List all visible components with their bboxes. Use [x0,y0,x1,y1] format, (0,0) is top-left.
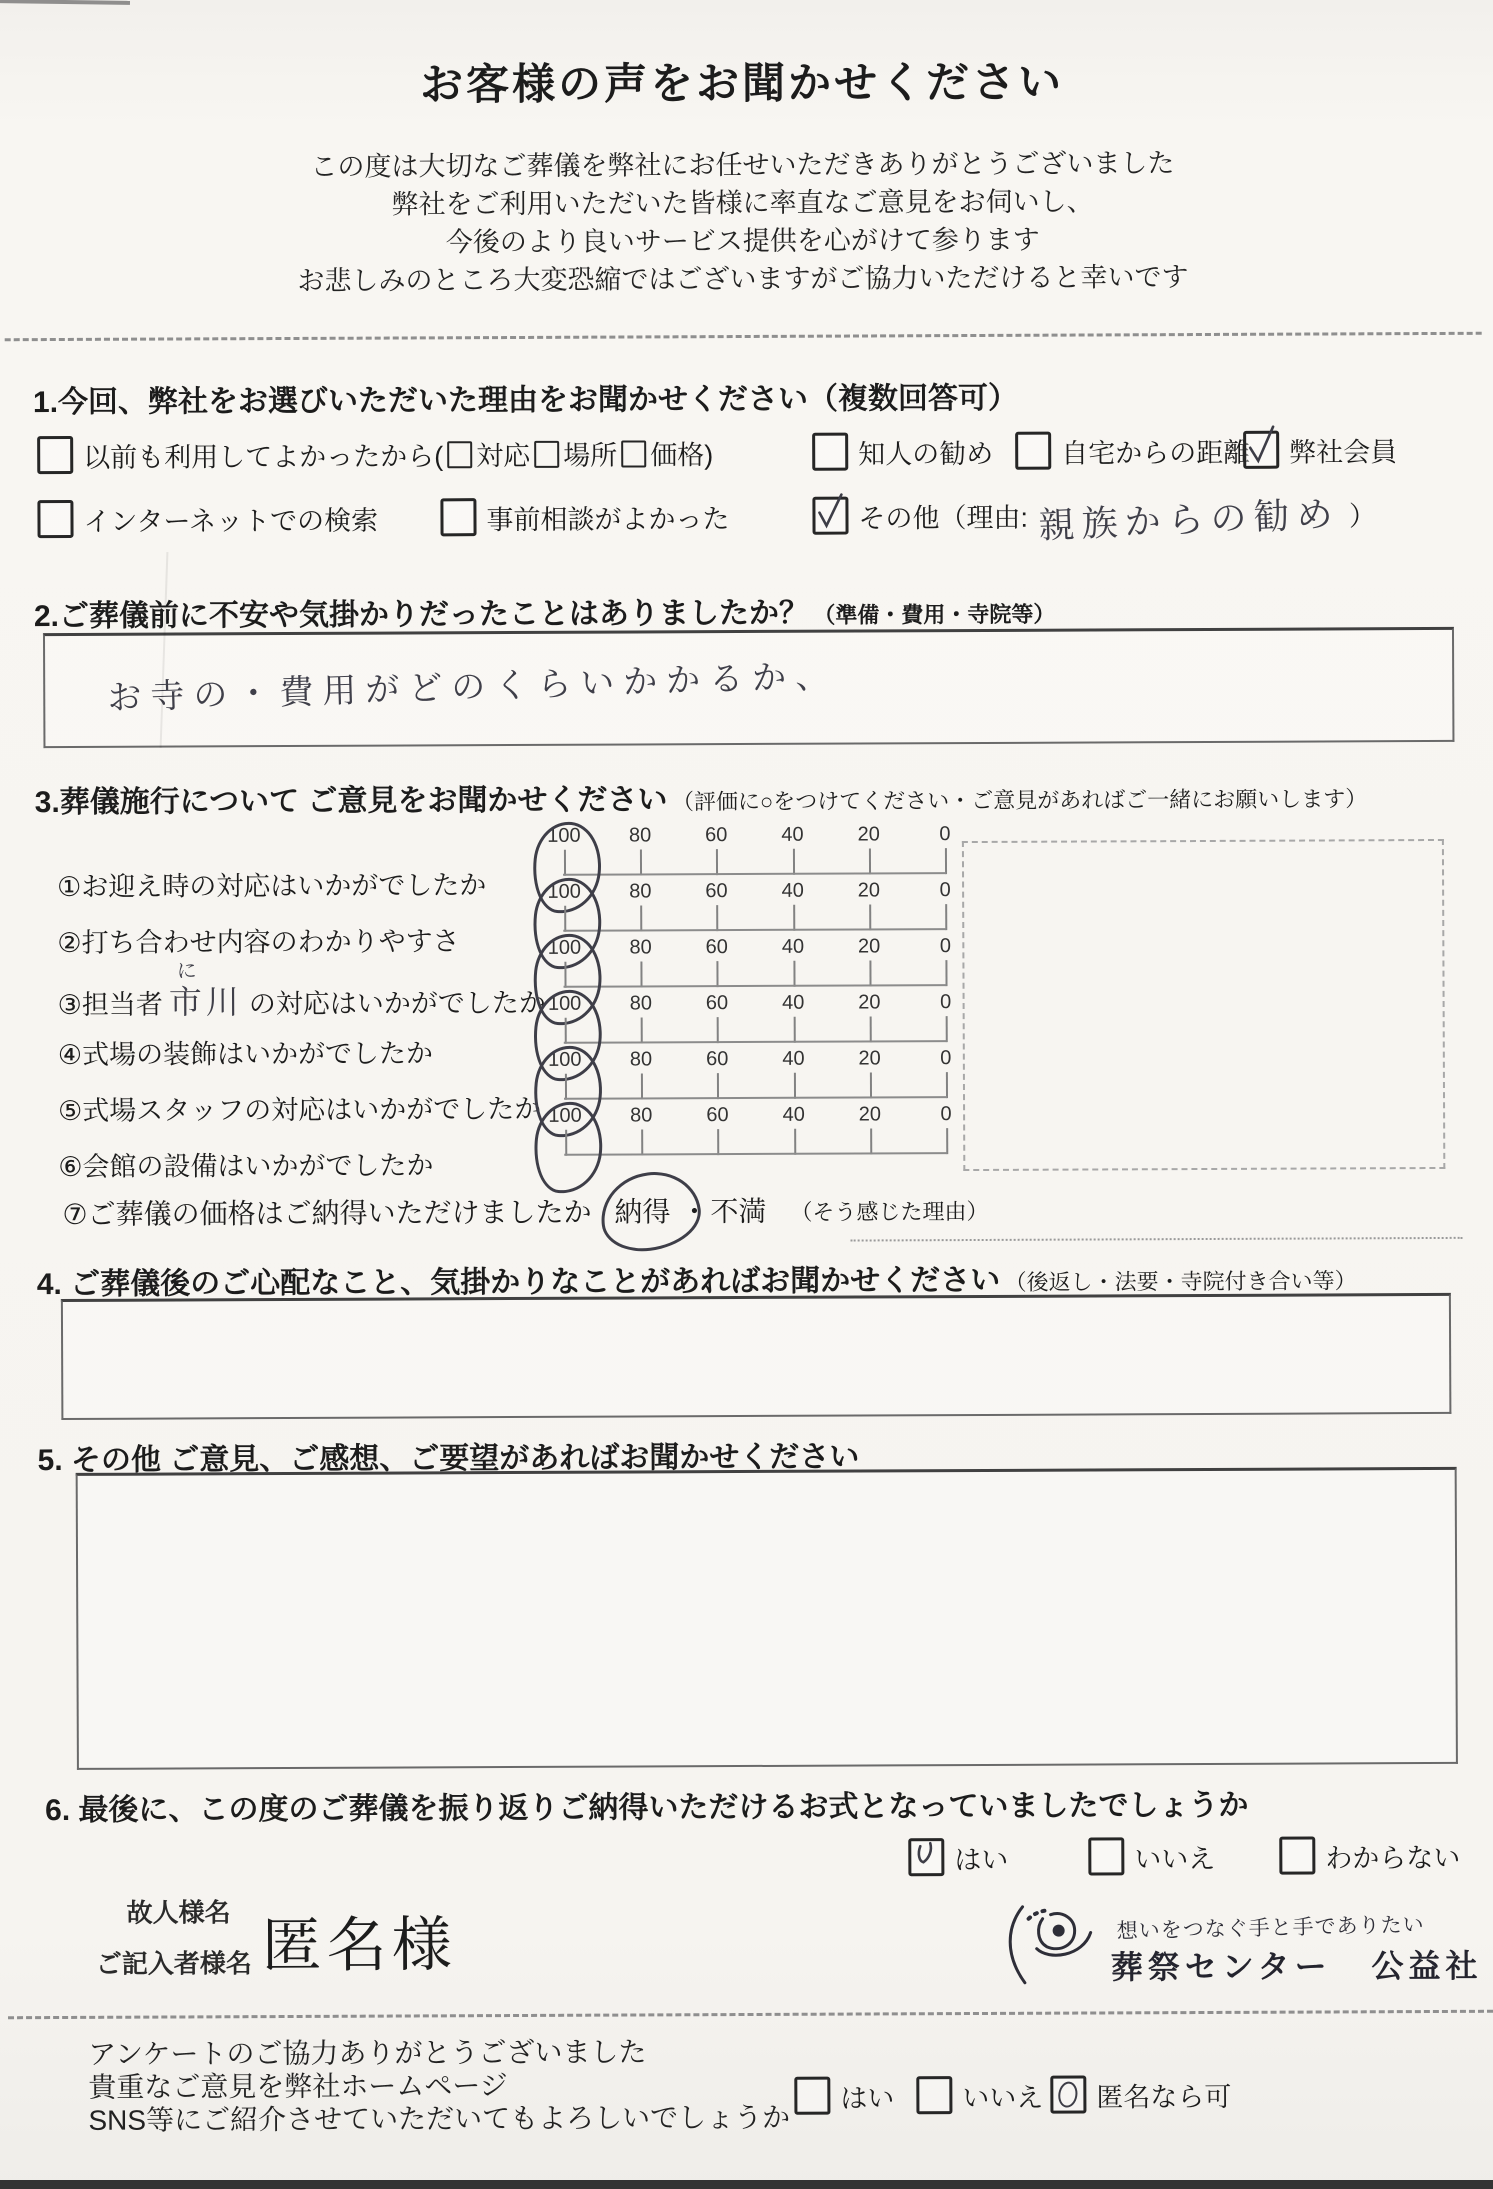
checkbox-final-no[interactable] [1088,1837,1124,1875]
option-final-no[interactable] [1088,1834,1215,1879]
handwritten-concern-answer: お寺の・費用がどのくらいかかるか、 [106,657,839,718]
scale-tick [869,848,871,874]
scale-tick-label: 0 [939,823,951,846]
scale-tick-label: 40 [782,1103,805,1126]
scale-baseline [564,1040,947,1044]
scale-tick [793,1073,795,1099]
option-label: 匿名なら可 [1096,2081,1232,2112]
scale-tick-label: 100 [547,880,581,903]
scale-tick [869,1016,871,1042]
sub-checkbox-response[interactable] [447,441,472,468]
checkbox-member-checked[interactable] [1243,431,1279,469]
answer-box-other-comments[interactable] [76,1467,1458,1770]
scale-tick-label: 60 [705,824,728,847]
scale-tick-label: 20 [858,991,881,1014]
rating-scale[interactable] [546,879,951,932]
rating-comments-box[interactable] [962,839,1445,1171]
intro-line: 今後のより良いサービス提供を心がけて参ります [445,224,1040,258]
text: の対応はいかがでしたか [248,987,546,1020]
scale-tick-label: 100 [547,992,582,1015]
scale-tick-label: 60 [706,1104,729,1127]
checkbox-distance[interactable] [1015,432,1051,470]
scale-tick-label: 80 [629,992,652,1015]
scale-tick [870,1072,872,1098]
scale-tick [869,960,871,986]
option-label [83,433,713,475]
scale-tick-label: 100 [548,1104,582,1127]
scale-tick-label: 0 [940,1047,952,1070]
intro-line: お悲しみのところ大変恐縮ではございますがご協力いただけると幸いです [297,262,1189,296]
option-final-unknown[interactable] [1279,1833,1460,1878]
scale-tick [641,1073,643,1099]
scale-tick-label: 100 [547,936,582,959]
section6-heading: 6. 最後に、この度のご葬儀を振り返りご納得いただけるお式となっていましたでしょうか [45,1788,1249,1828]
footer-divider [8,2010,1493,2019]
rating-question: ①お迎え時の対応はいかがでしたか [57,870,487,903]
text: ） [1348,500,1377,531]
rating-scale[interactable] [547,991,952,1044]
scale-tick [641,1129,643,1155]
scale-tick [640,905,642,931]
handwritten-check-icon [1241,421,1283,469]
option-publish-yes[interactable] [794,2073,894,2117]
text: 価格 [650,439,705,470]
option-label: 事前相談がよかった [486,503,730,535]
text: （後返し・法要・寺院付き合い等） [1004,1268,1357,1295]
scale-tick-label: 20 [858,1103,882,1126]
sub-checkbox-price[interactable] [621,440,646,467]
intro-line: 弊社をご利用いただいた皆様に率直なご意見をお伺いし、 [391,186,1094,220]
scale-tick-label: 20 [857,823,880,846]
rating-question: ⑤式場スタッフの対応はいかがでしたか [58,1093,542,1127]
option-label: はい [840,2082,895,2114]
scale-tick-label: 0 [939,991,952,1014]
scale-tick-label: 60 [705,992,729,1015]
section2-heading [34,587,1056,635]
handwritten-check-icon [810,487,852,535]
scale-tick [946,1016,948,1042]
scale-tick-label: 0 [940,1103,952,1126]
rating-row[interactable] [55,1103,960,1195]
option-distance[interactable] [1015,428,1250,473]
option-pre-consultation[interactable] [440,494,729,539]
checkbox-final-unknown[interactable] [1279,1837,1315,1875]
footer-note-line: 貴重なご意見を弊社ホームページ [88,2070,508,2103]
price-reason-note: （そう感じた理由） [790,1198,989,1225]
scale-tick-label: 80 [630,1104,653,1127]
scale-tick [793,905,795,931]
scale-tick [716,849,718,875]
scale-baseline [563,928,946,932]
answer-box-after-funeral[interactable] [61,1293,1452,1420]
option-label: 自宅からの距離 [1061,437,1251,469]
checkbox-pre-consultation[interactable] [440,498,476,536]
option-label: その他（理由: [858,502,1029,534]
scale-tick [793,961,795,987]
scale-baseline [564,1096,947,1100]
scale-tick [946,1072,948,1098]
scale-tick [640,849,642,875]
scale-tick [717,905,719,931]
option-internet-search[interactable] [37,496,378,541]
scale-tick-label: 100 [548,1048,582,1071]
scale-tick [945,904,947,930]
scale-tick [717,1073,719,1099]
text: 場所 [563,440,618,471]
scale-tick [718,1129,720,1155]
section5-heading: 5. その他 ご意見、ご感想、ご要望があればお聞かせください [37,1440,860,1478]
checkbox-publish-anonymous-checked[interactable] [1050,2076,1086,2114]
logo-tagline: 想いをつなぐ手と手でありたい [1116,1913,1425,1944]
option-previous-use[interactable] [37,430,713,477]
scale-tick-label: 80 [629,1048,653,1071]
section1-heading: 1.今回、弊社をお選びいただいた理由をお聞かせください（複数回答可） [32,381,1019,420]
rating-scale[interactable] [547,1103,952,1156]
rating-scale[interactable] [546,823,951,876]
option-label: はい [954,1844,1009,1875]
scale-tick-label: 60 [705,880,728,903]
text: （準備・費用・寺院等） [813,601,1056,628]
handwritten-check-icon [906,1828,948,1876]
scale-tick [717,1017,719,1043]
rating-question: ④式場の装飾はいかがでしたか [57,1038,434,1071]
checkbox-publish-yes[interactable] [794,2077,830,2115]
scale-tick-label: 80 [629,880,652,903]
text: 3.葬儀施行について ご意見をお聞かせください [34,783,668,820]
scale-tick-label: 20 [858,1047,881,1070]
checkbox-other-checked[interactable] [812,497,848,535]
text: 対応 [476,440,531,471]
scale-tick-label: 100 [547,824,581,847]
option-other[interactable] [812,491,1377,546]
option-label: わからない [1325,1842,1461,1873]
koekisha-logo-icon [999,1896,1107,1988]
scale-tick-label: 60 [705,936,728,959]
scan-edge-bottom [0,2180,1493,2189]
handwritten-other-reason: 親族からの勧め [1037,492,1340,546]
scale-tick [946,1128,948,1154]
option-final-yes[interactable] [908,1835,1008,1879]
scale-tick-label: 0 [939,879,951,902]
scale-tick-label: 40 [781,879,804,902]
scale-baseline [564,1152,947,1156]
rating-question: ②打ち合わせ内容のわかりやすさ [57,926,460,959]
scale-tick-label: 0 [939,935,951,958]
page-title: お客様の声をお聞かせください [419,58,1065,110]
text: に [176,960,197,983]
text: 4. ご葬儀後のご心配なこと、気掛かりなことがあればお聞かせください [36,1263,1001,1302]
option-publish-no[interactable] [916,2073,1043,2118]
anonymous-name: 匿名様 [261,1912,457,1980]
scale-tick-label: 60 [706,1048,729,1071]
checkbox-final-yes-checked[interactable] [908,1838,944,1876]
writer-name-label: ご記入者様名 [95,1948,252,1979]
option-friend-recommend[interactable] [812,429,993,474]
option-member[interactable] [1243,427,1397,472]
footer-note-line: アンケートのご協力ありがとうございました [88,2036,647,2070]
option-label: インターネットでの検索 [83,505,379,537]
option-label: いいえ [1134,1843,1216,1874]
scale-tick-label: 80 [629,936,652,959]
text: ③担当者 [57,989,163,1021]
section-divider [5,332,1482,341]
text: ) [704,439,714,470]
choice-separator: ・ [680,1196,709,1228]
company-logo [998,1887,1483,1989]
answer-box-concerns[interactable] [43,627,1454,748]
logo-eye-dot [1053,1925,1065,1937]
checkbox-previous-use[interactable] [37,436,73,474]
option-label: 弊社会員 [1289,436,1398,468]
scale-tick-label: 20 [857,879,881,902]
price-question: ⑦ご葬儀の価格はご納得いただけましたか [62,1196,592,1230]
intro-text [0,143,1490,302]
choice-satisfied[interactable]: 納得 [614,1196,671,1228]
scale-tick [793,849,795,875]
scale-baseline [563,872,946,876]
text: 2.ご葬儀前に不安や気掛かりだったことはありましたか？ [33,596,810,634]
deceased-name-label: 故人様名 [126,1897,231,1928]
scale-tick-label: 80 [628,824,652,847]
scale-tick [641,961,643,987]
rating-scale[interactable] [546,935,951,988]
scale-baseline [564,984,947,988]
scale-tick [641,1017,643,1043]
scale-tick [793,1017,795,1043]
footer-note-line: SNS等にご紹介させていただいてもよろしいでしょうか [88,2101,791,2136]
scale-tick [870,1128,872,1154]
scale-tick-label: 40 [782,1047,805,1070]
sub-checkbox-place[interactable] [534,440,559,467]
scale-tick-label: 40 [781,823,804,846]
handwritten-oval-mark [1056,2080,1079,2109]
intro-line: この度は大切なご葬儀を弊社にお任せいただきありがとうございました [310,148,1175,182]
scale-tick-label: 40 [781,935,805,958]
checkbox-publish-no[interactable] [916,2076,952,2114]
scale-tick [869,904,871,930]
scale-tick [945,960,947,986]
text: 以前も利用してよかったから [83,440,435,473]
text: 市川 [168,983,243,1021]
text: （評価に○をつけてください・ご意見があればご一緒にお願いします） [671,786,1368,815]
scale-tick [945,848,947,874]
scale-tick [717,961,719,987]
rating-scale[interactable] [547,1047,952,1100]
section3-heading [35,771,1368,821]
option-label: いいえ [962,2082,1044,2113]
text: ( [434,440,444,471]
checkbox-internet-search[interactable] [37,500,73,538]
option-publish-anonymous[interactable] [1050,2072,1231,2117]
rating-question: ⑥会館の設備はいかがでしたか [58,1150,434,1183]
scale-tick-label: 40 [782,991,805,1014]
scale-tick [794,1129,796,1155]
logo-brand: 葬祭センター 公益社 [1110,1947,1483,1986]
choice-unsatisfied[interactable]: 不満 [710,1195,767,1228]
scale-tick-label: 20 [857,935,881,958]
checkbox-friend-recommend[interactable] [812,433,848,471]
option-label: 知人の勧め [858,438,994,470]
